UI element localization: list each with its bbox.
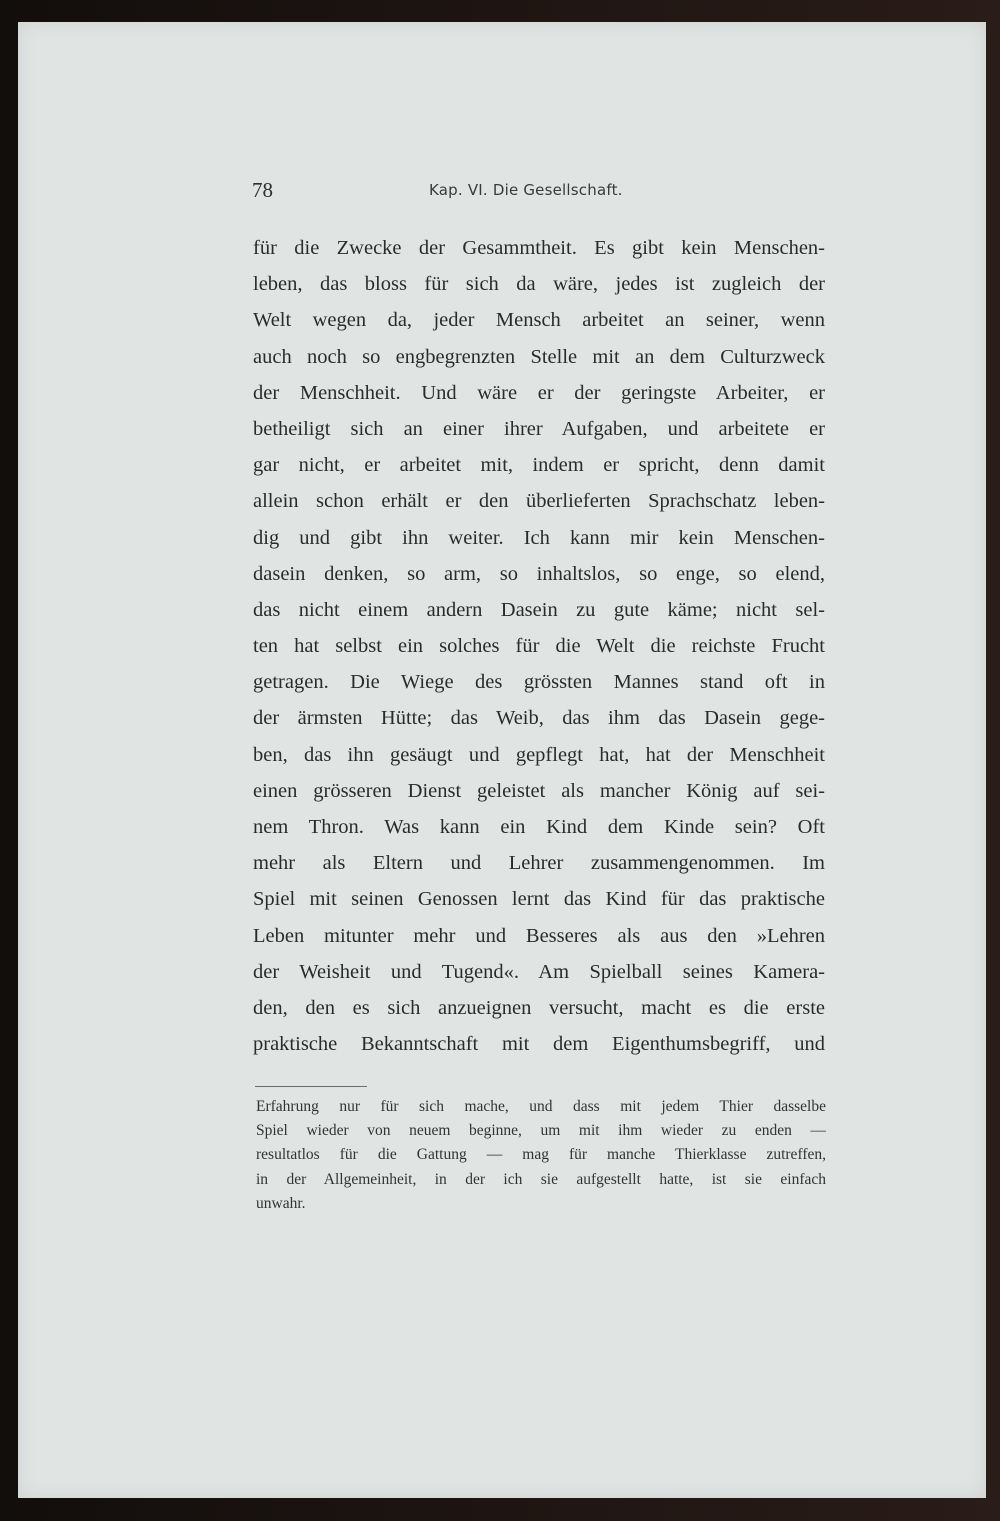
text-line: dig und gibt ihn weiter. Ich kann mir kein Menschen-: [253, 526, 825, 549]
page-header: [252, 178, 852, 208]
text-line: nem Thron. Was kann ein Kind dem Kinde sein? Oft: [253, 816, 825, 838]
text-line: das nicht einem andern Dasein zu gute käme; nicht sel-: [253, 598, 825, 621]
text-line: der Menschheit. Und wäre er der geringste Arbeiter, er: [253, 381, 825, 404]
running-head: Kap. VI. Die Gesellschaft.: [429, 181, 623, 199]
text-line: getragen. Die Wiege des grössten Mannes stand oft in: [253, 671, 825, 694]
text-line: den, den es sich anzueignen versucht, macht es die erste: [253, 996, 825, 1019]
footnote-rule: [255, 1086, 367, 1087]
text-line: dasein denken, so arm, so inhaltslos, so enge, so elend,: [253, 562, 825, 585]
footnote-line: in der Allgemeinheit, in der ich sie aufgestellt hatte, ist sie einfach: [256, 1170, 826, 1188]
text-line: gar nicht, er arbeitet mit, indem er spricht, denn damit: [253, 454, 825, 477]
footnote: [256, 1095, 826, 1216]
text-line: betheiligt sich an einer ihrer Aufgaben, und arbeitete er: [253, 417, 825, 440]
text-line: für die Zwecke der Gesammtheit. Es gibt kein Menschen-: [253, 237, 825, 259]
text-line: der Weisheit und Tugend«. Am Spielball seines Kamera-: [253, 960, 825, 983]
footnote-line: resultatlos für die Gattung — mag für manche Thierklasse zutreffen,: [256, 1146, 826, 1164]
text-line: Welt wegen da, jeder Mensch arbeitet an seiner, wenn: [253, 309, 825, 332]
text-line: Leben mitunter mehr und Besseres als aus den »Lehren: [253, 924, 825, 947]
footnote-line: Erfahrung nur für sich mache, und dass mit jedem Thier dasselbe: [256, 1098, 826, 1115]
text-line: allein schon erhält er den überlieferten Sprachschatz leben-: [253, 490, 825, 513]
page-number: 78: [252, 178, 273, 202]
body-text: [253, 230, 825, 1062]
text-line: mehr als Eltern und Lehrer zusammengenommen. Im: [253, 852, 825, 875]
text-line: einen grösseren Dienst geleistet als mancher König auf sei-: [253, 779, 825, 802]
text-line: ben, das ihn gesäugt und gepflegt hat, hat der Menschheit: [253, 743, 825, 766]
footnote-line: Spiel wieder von neuem beginne, um mit ihm wieder zu enden —: [256, 1122, 826, 1140]
text-line: leben, das bloss für sich da wäre, jedes ist zugleich der: [253, 273, 825, 296]
text-line: auch noch so engbegrenzten Stelle mit an dem Culturzweck: [253, 345, 825, 368]
text-line: ten hat selbst ein solches für die Welt die reichste Frucht: [253, 635, 825, 658]
text-line: Spiel mit seinen Genossen lernt das Kind für das praktische: [253, 888, 825, 911]
footnote-line: unwahr.: [256, 1194, 306, 1212]
text-line: der ärmsten Hütte; das Weib, das ihm das Dasein gege-: [253, 707, 825, 730]
text-line: praktische Bekanntschaft mit dem Eigenthumsbegriff, und: [253, 1033, 825, 1056]
